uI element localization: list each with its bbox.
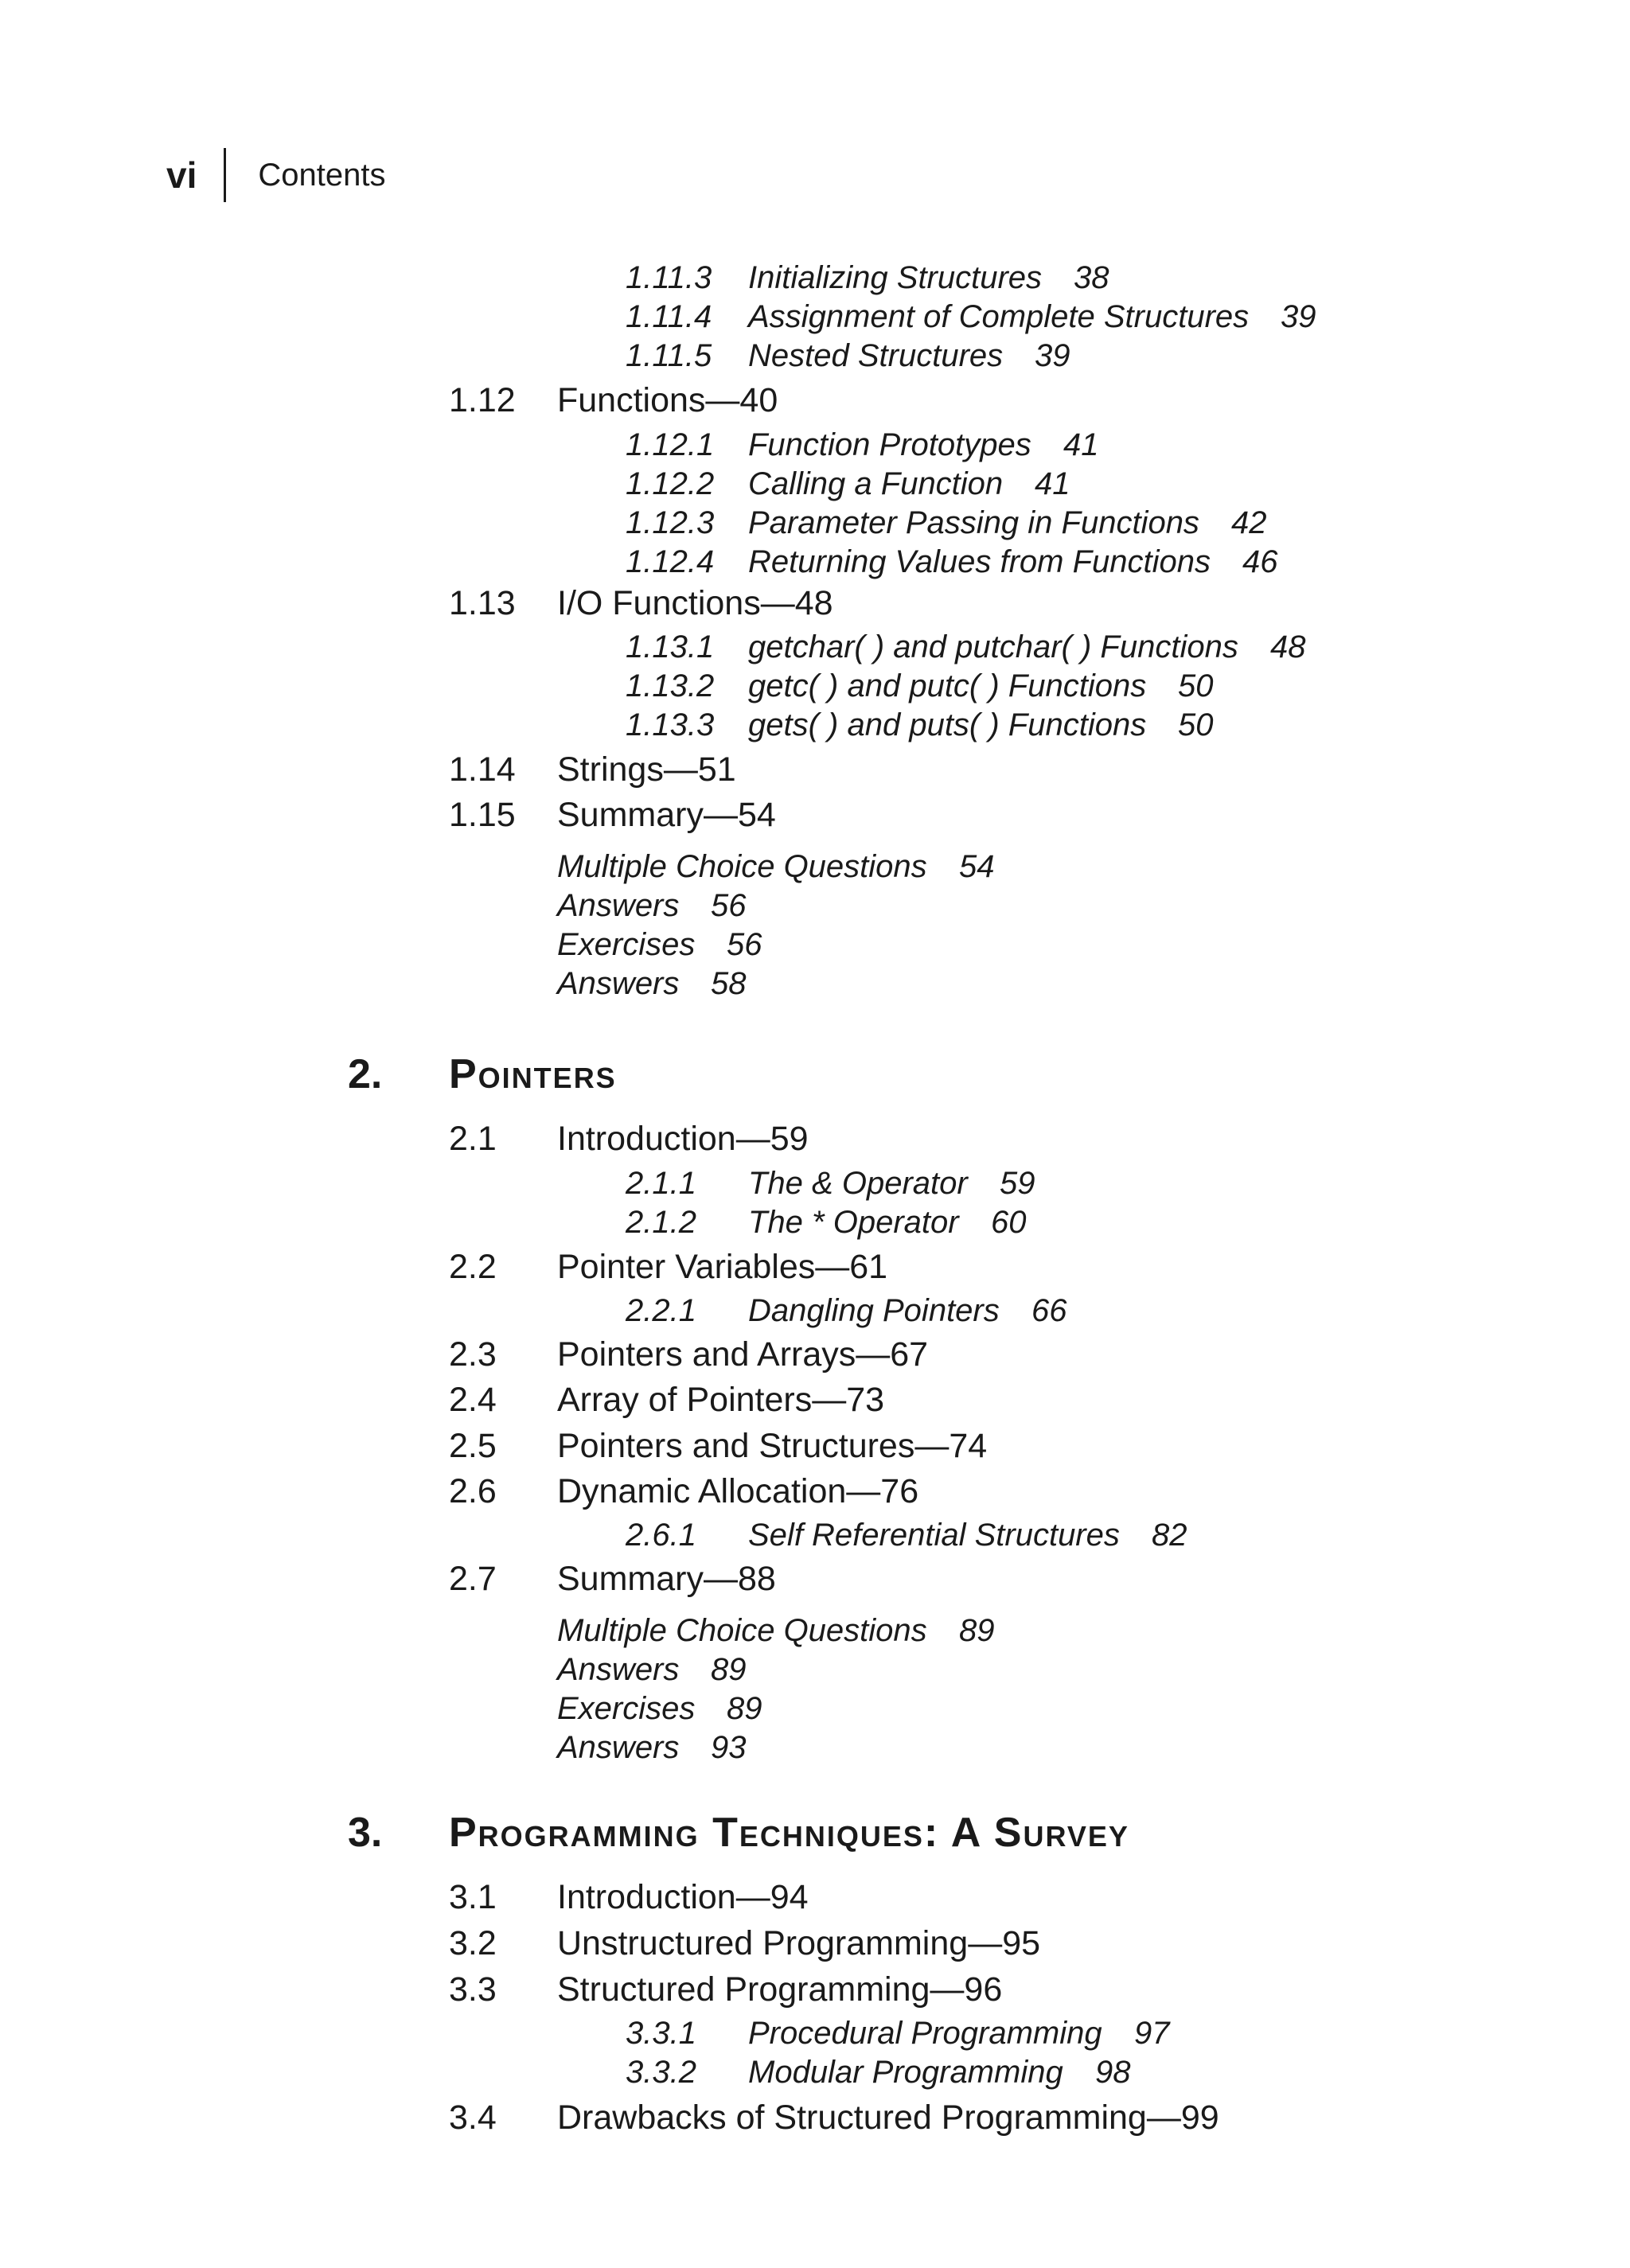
entry-title: Pointer Variables—61 xyxy=(557,1248,888,1287)
entry-title: Modular Programming xyxy=(748,2055,1063,2090)
entry-page: 98 xyxy=(1095,2055,1131,2090)
entry-title: Self Referential Structures xyxy=(748,1518,1120,1553)
entry-page: 93 xyxy=(711,1730,747,1765)
entry-title: Answers xyxy=(557,1730,680,1765)
entry-number: 3.1 xyxy=(449,1878,497,1917)
entry-number: 3.2 xyxy=(449,1924,497,1963)
entry-title: Unstructured Programming—95 xyxy=(557,1924,1041,1963)
entry-title: gets( ) and puts( ) Functions xyxy=(748,707,1147,742)
entry-title: Answers xyxy=(557,888,680,923)
entry-title: Answers xyxy=(557,966,680,1001)
entry-number: 1.12.2 xyxy=(626,466,715,501)
entry-title: Procedural Programming xyxy=(748,2016,1102,2051)
entry-title: Programming Techniques: A Survey xyxy=(449,1809,1129,1856)
entry-number: 1.13.1 xyxy=(626,629,715,664)
entry-title: Pointers xyxy=(449,1050,617,1097)
entry-number: 2.6.1 xyxy=(626,1518,696,1553)
entry-title: Initializing Structures xyxy=(748,260,1043,295)
entry-page: 48 xyxy=(1270,629,1306,664)
entry-title: Pointers and Structures—74 xyxy=(557,1427,988,1466)
entry-number: 1.13.3 xyxy=(626,707,715,742)
entry-title: Calling a Function xyxy=(748,466,1004,501)
entry-number: 1.14 xyxy=(449,750,516,789)
entry-page: 39 xyxy=(1035,338,1070,373)
entry-number: 2.7 xyxy=(449,1560,497,1599)
entry-number: 2.3 xyxy=(449,1335,497,1374)
running-title: Contents xyxy=(258,158,386,193)
entry-title: Pointers and Arrays—67 xyxy=(557,1335,929,1374)
entry-title: Function Prototypes xyxy=(748,427,1031,462)
entry-number: 2.1.2 xyxy=(626,1205,696,1240)
entry-page: 59 xyxy=(1000,1166,1035,1201)
entry-page: 97 xyxy=(1134,2016,1170,2051)
entry-page: 89 xyxy=(959,1613,995,1648)
entry-number: 1.11.4 xyxy=(626,299,712,334)
entry-title: Answers xyxy=(557,1652,680,1687)
entry-title: The * Operator xyxy=(748,1205,959,1240)
entry-title: I/O Functions—48 xyxy=(557,584,833,623)
entry-number: 1.13.2 xyxy=(626,668,715,703)
entry-page: 50 xyxy=(1178,707,1214,742)
entry-page: 46 xyxy=(1242,544,1278,579)
entry-number: 1.11.5 xyxy=(626,338,712,373)
entry-number: 3. xyxy=(348,1809,383,1856)
entry-page: 82 xyxy=(1152,1518,1187,1553)
entry-title: Summary—54 xyxy=(557,796,776,835)
entry-page: 50 xyxy=(1178,668,1214,703)
entry-page: 56 xyxy=(711,888,747,923)
entry-title: Assignment of Complete Structures xyxy=(748,299,1250,334)
entry-title: Exercises xyxy=(557,1691,696,1726)
entry-number: 3.4 xyxy=(449,2098,497,2137)
entry-number: 2.1.1 xyxy=(626,1166,696,1201)
entry-number: 2. xyxy=(348,1050,383,1097)
entry-number: 2.2 xyxy=(449,1248,497,1287)
entry-page: 58 xyxy=(711,966,747,1001)
entry-number: 2.4 xyxy=(449,1381,497,1420)
entry-number: 2.6 xyxy=(449,1472,497,1511)
entry-page: 39 xyxy=(1281,299,1316,334)
entry-title: Exercises xyxy=(557,927,696,962)
entry-number: 2.2.1 xyxy=(626,1293,696,1328)
entry-title: Dynamic Allocation—76 xyxy=(557,1472,919,1511)
entry-title: Parameter Passing in Functions xyxy=(748,505,1199,540)
entry-title: Returning Values from Functions xyxy=(748,544,1211,579)
entry-title: Array of Pointers—73 xyxy=(557,1381,885,1420)
entry-title: Multiple Choice Questions xyxy=(557,849,927,884)
entry-number: 3.3.2 xyxy=(626,2055,696,2090)
entry-page: 41 xyxy=(1035,466,1070,501)
entry-title: Dangling Pointers xyxy=(748,1293,1000,1328)
entry-page: 89 xyxy=(711,1652,747,1687)
entry-number: 1.12.4 xyxy=(626,544,715,579)
entry-number: 1.12.3 xyxy=(626,505,715,540)
entry-page: 41 xyxy=(1063,427,1099,462)
entry-title: Multiple Choice Questions xyxy=(557,1613,927,1648)
entry-page: 54 xyxy=(959,849,995,884)
entry-number: 1.11.3 xyxy=(626,260,712,295)
entry-page: 66 xyxy=(1031,1293,1067,1328)
entry-title: The & Operator xyxy=(748,1166,968,1201)
entry-page: 42 xyxy=(1231,505,1267,540)
entry-number: 3.3 xyxy=(449,1970,497,2009)
entry-title: Structured Programming—96 xyxy=(557,1970,1003,2009)
entry-title: Introduction—94 xyxy=(557,1878,809,1917)
entry-number: 1.15 xyxy=(449,796,516,835)
entry-title: Introduction—59 xyxy=(557,1120,809,1159)
entry-page: 38 xyxy=(1074,260,1109,295)
entry-number: 1.12.1 xyxy=(626,427,715,462)
entry-title: getc( ) and putc( ) Functions xyxy=(748,668,1147,703)
entry-number: 1.12 xyxy=(449,381,516,420)
entry-title: Nested Structures xyxy=(748,338,1004,373)
entry-title: Functions—40 xyxy=(557,381,778,420)
entry-number: 2.5 xyxy=(449,1427,497,1466)
entry-number: 3.3.1 xyxy=(626,2016,696,2051)
entry-title: getchar( ) and putchar( ) Functions xyxy=(748,629,1238,664)
entry-title: Summary—88 xyxy=(557,1560,776,1599)
page-folio: vi xyxy=(166,154,197,196)
entry-title: Drawbacks of Structured Programming—99 xyxy=(557,2098,1219,2137)
entry-page: 56 xyxy=(727,927,762,962)
entry-title: Strings—51 xyxy=(557,750,736,789)
entry-page: 60 xyxy=(991,1205,1027,1240)
entry-number: 2.1 xyxy=(449,1120,497,1159)
entry-page: 89 xyxy=(727,1691,762,1726)
entry-number: 1.13 xyxy=(449,584,516,623)
